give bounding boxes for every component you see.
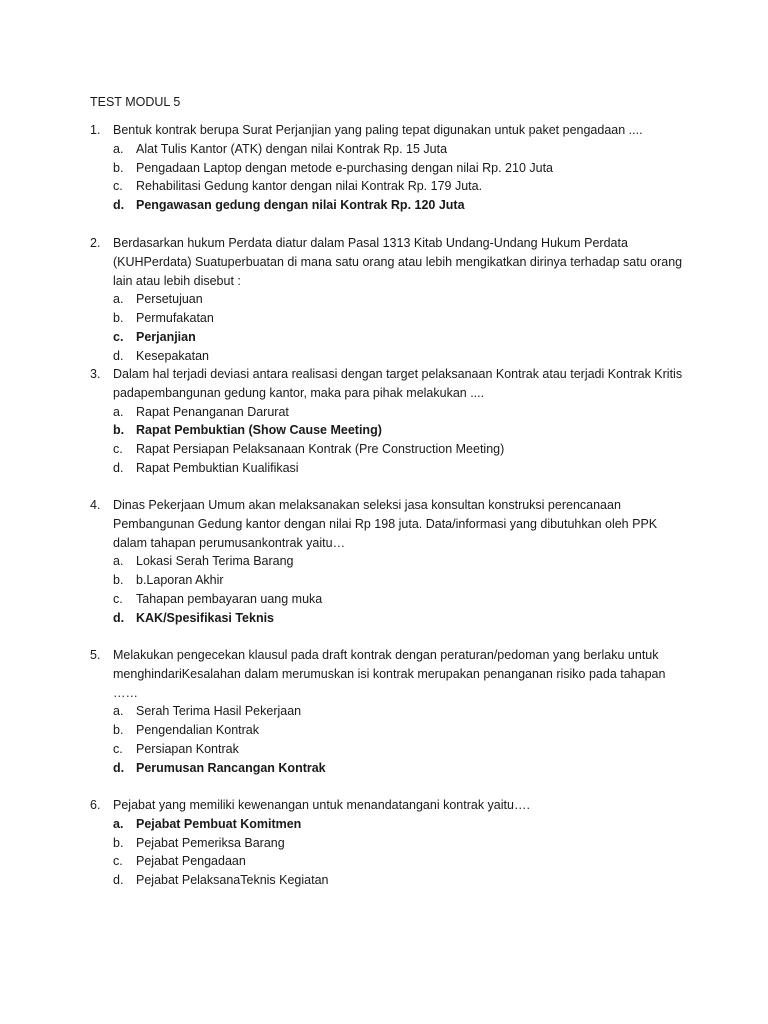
question-4 <box>90 496 690 628</box>
option-text: Perjanjian <box>136 329 196 344</box>
question-number: 1. <box>90 123 101 137</box>
option-c <box>113 177 690 196</box>
option-letter: a. <box>113 816 124 831</box>
question-number: 5. <box>90 648 101 662</box>
question-1 <box>90 121 690 215</box>
option-text: Pejabat Pengadaan <box>136 854 246 869</box>
option-text: Perumusan Rancangan Kontrak <box>136 760 326 775</box>
question-number: 3. <box>90 367 101 381</box>
option-d-answer <box>113 759 690 778</box>
option-letter: d. <box>113 460 124 475</box>
option-text: Permufakatan <box>136 311 214 326</box>
question-stem <box>90 121 690 140</box>
option-letter: a. <box>113 292 124 307</box>
question-text: Bentuk kontrak berupa Surat Perjanjian yang paling tepat digunakan untuk paket pengadaan .... <box>113 123 643 137</box>
option-letter: d. <box>113 760 125 775</box>
option-letter: b. <box>113 311 124 326</box>
option-letter: b. <box>113 723 124 738</box>
question-number: 6. <box>90 798 101 812</box>
option-letter: d. <box>113 198 125 213</box>
option-letter: b. <box>113 573 124 588</box>
option-letter: a. <box>113 554 124 569</box>
option-letter: d. <box>113 873 124 888</box>
option-letter: b. <box>113 160 124 175</box>
question-number: 2. <box>90 236 101 250</box>
option-text: Serah Terima Hasil Pekerjaan <box>136 704 302 719</box>
option-text: Rapat Persiapan Pelaksanaan Kontrak (Pre Construction Meeting) <box>136 442 505 457</box>
option-c <box>113 740 690 759</box>
option-a-answer <box>113 815 690 834</box>
option-text: Pejabat Pemeriksa Barang <box>136 835 285 850</box>
question-stem <box>90 496 690 552</box>
option-d-answer <box>113 196 690 215</box>
option-b <box>113 571 690 590</box>
option-letter: c. <box>113 591 123 606</box>
question-stem <box>90 796 690 815</box>
option-letter: d. <box>113 348 124 363</box>
option-b <box>113 834 690 853</box>
question-stem <box>90 234 690 290</box>
question-number: 4. <box>90 498 101 512</box>
option-letter: a. <box>113 141 124 156</box>
option-letter: c. <box>113 179 123 194</box>
option-text: Kesepakatan <box>136 348 209 363</box>
option-a <box>113 552 690 571</box>
question-6 <box>90 796 690 890</box>
option-letter: c. <box>113 741 123 756</box>
question-text: Melakukan pengecekan klausul pada draft kontrak dengan peraturan/pedoman yang berlaku untuk menghindariKesalahan dalam merumuskan isi kontrak merupakan penanganan risiko pada tahapan …… <box>113 648 666 700</box>
option-text: Pengawasan gedung dengan nilai Kontrak Rp. 120 Juta <box>136 198 465 213</box>
question-text: Pejabat yang memiliki kewenangan untuk menandatangani kontrak yaitu…. <box>113 798 530 812</box>
option-text: Persetujuan <box>136 292 203 307</box>
option-c <box>113 590 690 609</box>
question-text: Dinas Pekerjaan Umum akan melaksanakan seleksi jasa konsultan konstruksi perencanaan Pembangunan Gedung kantor dengan nilai Rp 198 juta. Data/informasi yang dibutuhkan oleh PPK dalam tahapan perumusankontrak yaitu… <box>113 498 658 550</box>
option-a <box>113 290 690 309</box>
option-c <box>113 852 690 871</box>
option-text: Rapat Penanganan Darurat <box>136 404 289 419</box>
page-title: TEST MODUL 5 <box>90 95 181 109</box>
question-text: Dalam hal terjadi deviasi antara realisasi dengan target pelaksanaan Kontrak atau terjadi Kontrak Kritis padapembangunan gedung kantor, maka para pihak melakukan .... <box>113 367 683 400</box>
option-text: Pejabat PelaksanaTeknis Kegiatan <box>136 873 329 888</box>
option-d <box>113 347 690 366</box>
option-text: Tahapan pembayaran uang muka <box>136 591 323 606</box>
question-stem <box>90 365 690 403</box>
option-b <box>113 309 690 328</box>
option-d-answer <box>113 609 690 628</box>
option-letter: a. <box>113 704 124 719</box>
question-2 <box>90 234 690 366</box>
option-text: b.Laporan Akhir <box>136 573 224 588</box>
option-b-answer <box>113 421 690 440</box>
option-text: Alat Tulis Kantor (ATK) dengan nilai Kontrak Rp. 15 Juta <box>136 141 448 156</box>
option-b <box>113 159 690 178</box>
option-text: KAK/Spesifikasi Teknis <box>136 610 275 625</box>
option-text: Rapat Pembuktian (Show Cause Meeting) <box>136 423 382 438</box>
option-b <box>113 721 690 740</box>
option-letter: a. <box>113 404 124 419</box>
option-letter: b. <box>113 835 124 850</box>
option-a <box>113 140 690 159</box>
question-stem <box>90 646 690 702</box>
option-letter: c. <box>113 442 123 457</box>
question-5 <box>90 646 690 778</box>
question-text: Berdasarkan hukum Perdata diatur dalam Pasal 1313 Kitab Undang-Undang Hukum Perdata (KUHPerdata) Suatuperbuatan di mana satu orang atau lebih mengikatkan dirinya terhadap satu orang lain atau lebih disebut : <box>113 236 683 288</box>
option-c-answer <box>113 328 690 347</box>
option-text: Persiapan Kontrak <box>136 741 239 756</box>
option-letter: c. <box>113 854 123 869</box>
option-text: Pejabat Pembuat Komitmen <box>136 816 302 831</box>
option-letter: d. <box>113 610 125 625</box>
option-letter: b. <box>113 423 125 438</box>
option-text: Lokasi Serah Terima Barang <box>136 554 294 569</box>
option-d <box>113 459 690 478</box>
question-3 <box>90 365 690 478</box>
option-text: Pengadaan Laptop dengan metode e-purchasing dengan nilai Rp. 210 Juta <box>136 160 553 175</box>
option-c <box>113 440 690 459</box>
option-a <box>113 702 690 721</box>
option-d <box>113 871 690 890</box>
option-text: Rapat Pembuktian Kualifikasi <box>136 460 299 475</box>
option-text: Rehabilitasi Gedung kantor dengan nilai Kontrak Rp. 179 Juta. <box>136 179 483 194</box>
option-letter: c. <box>113 329 124 344</box>
option-text: Pengendalian Kontrak <box>136 723 260 738</box>
option-a <box>113 403 690 422</box>
